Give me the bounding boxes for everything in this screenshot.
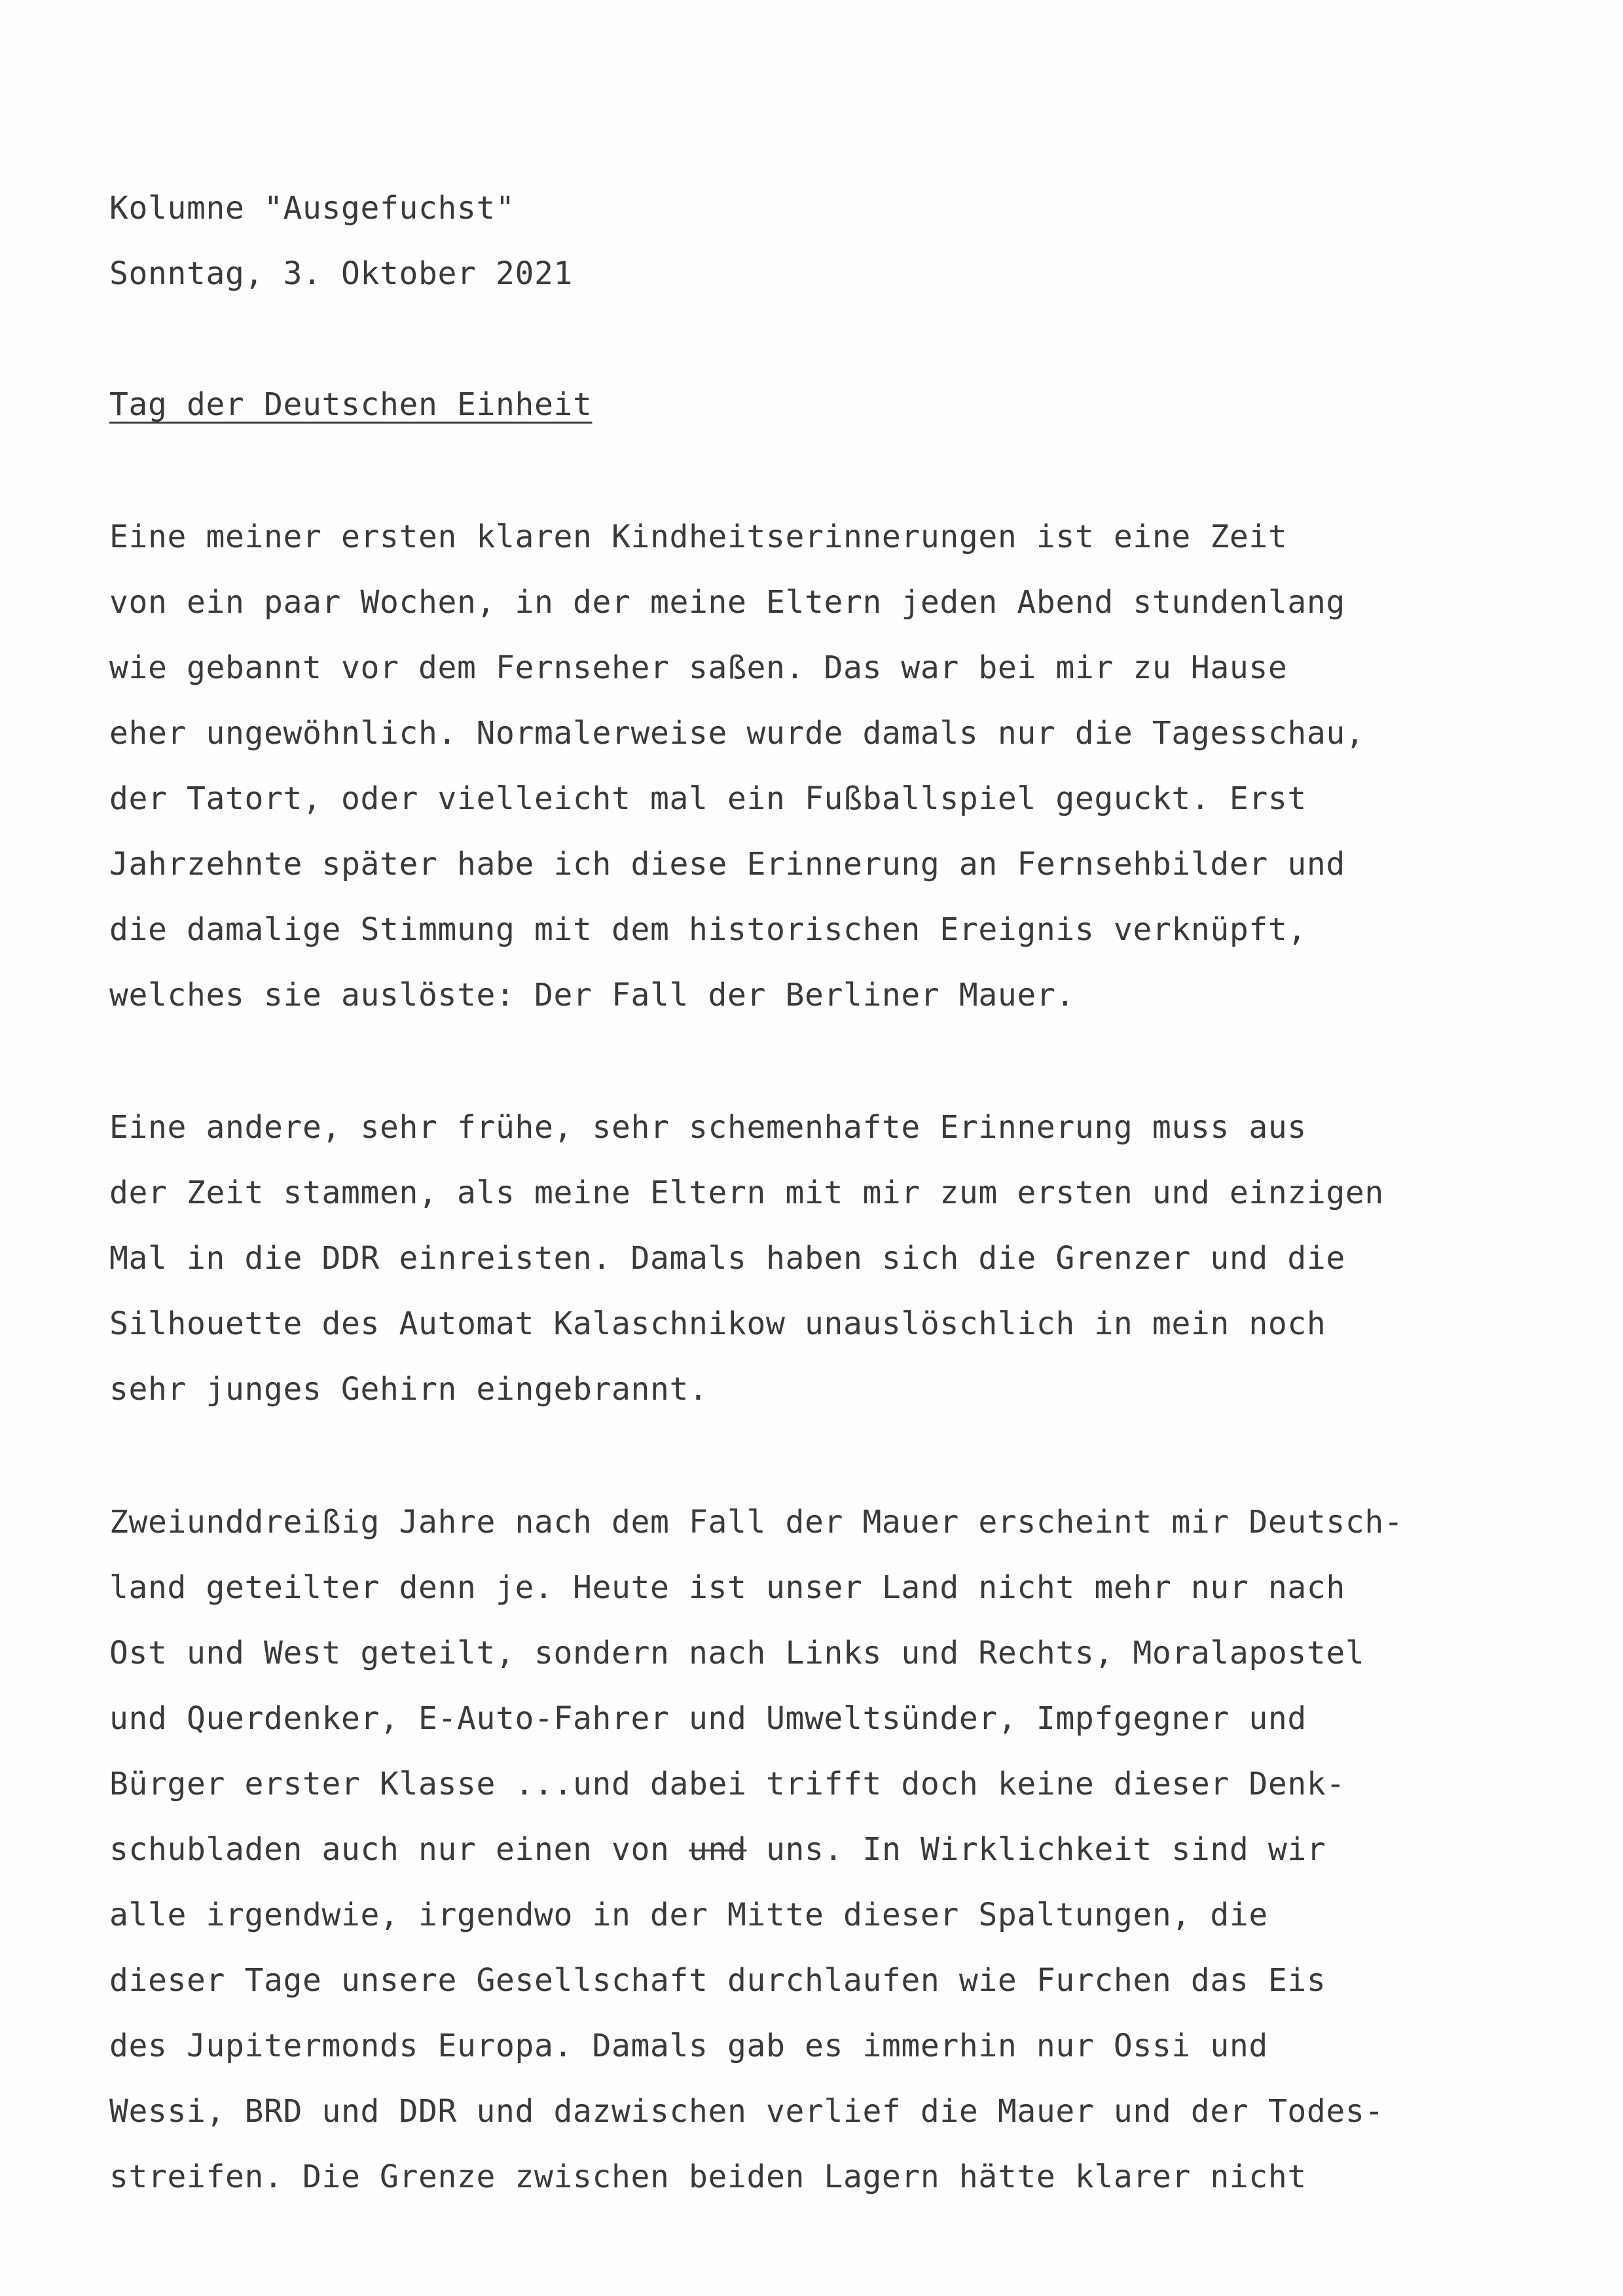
paragraph-3-line: Zweiunddreißig Jahre nach dem Fall der Mauer erscheint mir Deutsch-: [109, 1504, 1404, 1540]
paragraph-2-line: der Zeit stammen, als meine Eltern mit mir zum ersten und einzigen: [109, 1175, 1384, 1211]
line-text-before: schubladen auch nur einen von: [109, 1831, 689, 1868]
paragraph-1-line: der Tatort, oder vielleicht mal ein Fußballspiel geguckt. Erst: [109, 780, 1307, 817]
paragraph-1-line: welches sie auslöste: Der Fall der Berliner Mauer.: [109, 977, 1075, 1013]
paragraph-1-line: eher ungewöhnlich. Normalerweise wurde damals nur die Tagesschau,: [109, 715, 1365, 752]
paragraph-1-line: von ein paar Wochen, in der meine Eltern jeden Abend stundenlang: [109, 584, 1345, 621]
paragraph-2-line: Eine andere, sehr frühe, sehr schemenhafte Erinnerung muss aus: [109, 1109, 1307, 1146]
paragraph-2-line: sehr junges Gehirn eingebrannt.: [109, 1371, 708, 1408]
paragraph-3-line-with-correction: [109, 1830, 1326, 1869]
paragraph-1-line: die damalige Stimmung mit dem historischen Ereignis verknüpft,: [109, 911, 1307, 948]
paragraph-3-line: Bürger erster Klasse ...und dabei trifft doch keine dieser Denk-: [109, 1766, 1345, 1802]
paragraph-1-line: Eine meiner ersten klaren Kindheitserinnerungen ist eine Zeit: [109, 519, 1288, 555]
paragraph-1-line: wie gebannt vor dem Fernseher saßen. Das war bei mir zu Hause: [109, 649, 1288, 686]
paragraph-3-line: streifen. Die Grenze zwischen beiden Lagern hätte klarer nicht: [109, 2159, 1307, 2195]
publication-date: Sonntag, 3. Oktober 2021: [109, 255, 573, 292]
paragraph-2-line: Silhouette des Automat Kalaschnikow unauslöschlich in mein noch: [109, 1305, 1326, 1342]
paragraph-3-line: des Jupitermonds Europa. Damals gab es immerhin nur Ossi und: [109, 2028, 1268, 2064]
paragraph-3-line: und Querdenker, E-Auto-Fahrer und Umweltsünder, Impfgegner und: [109, 1700, 1307, 1737]
line-text-after: uns. In Wirklichkeit sind wir: [746, 1831, 1326, 1868]
paragraph-3-line: Ost und West geteilt, sondern nach Links und Rechts, Moralapostel: [109, 1635, 1365, 1671]
paragraph-3-line: land geteilter denn je. Heute ist unser Land nicht mehr nur nach: [109, 1569, 1345, 1606]
paragraph-3-line: Wessi, BRD und DDR und dazwischen verlief die Mauer und der Todes-: [109, 2093, 1384, 2130]
paragraph-2-line: Mal in die DDR einreisten. Damals haben sich die Grenzer und die: [109, 1240, 1345, 1277]
column-name: Kolumne "Ausgefuchst": [109, 190, 515, 227]
paragraph-3-line: alle irgendwie, irgendwo in der Mitte dieser Spaltungen, die: [109, 1897, 1268, 1933]
article-title: Tag der Deutschen Einheit: [109, 386, 593, 423]
struck-out-word: und: [688, 1831, 747, 1868]
paragraph-3-line: dieser Tage unsere Gesellschaft durchlaufen wie Furchen das Eis: [109, 1962, 1326, 1999]
paragraph-1-line: Jahrzehnte später habe ich diese Erinnerung an Fernsehbilder und: [109, 846, 1345, 883]
